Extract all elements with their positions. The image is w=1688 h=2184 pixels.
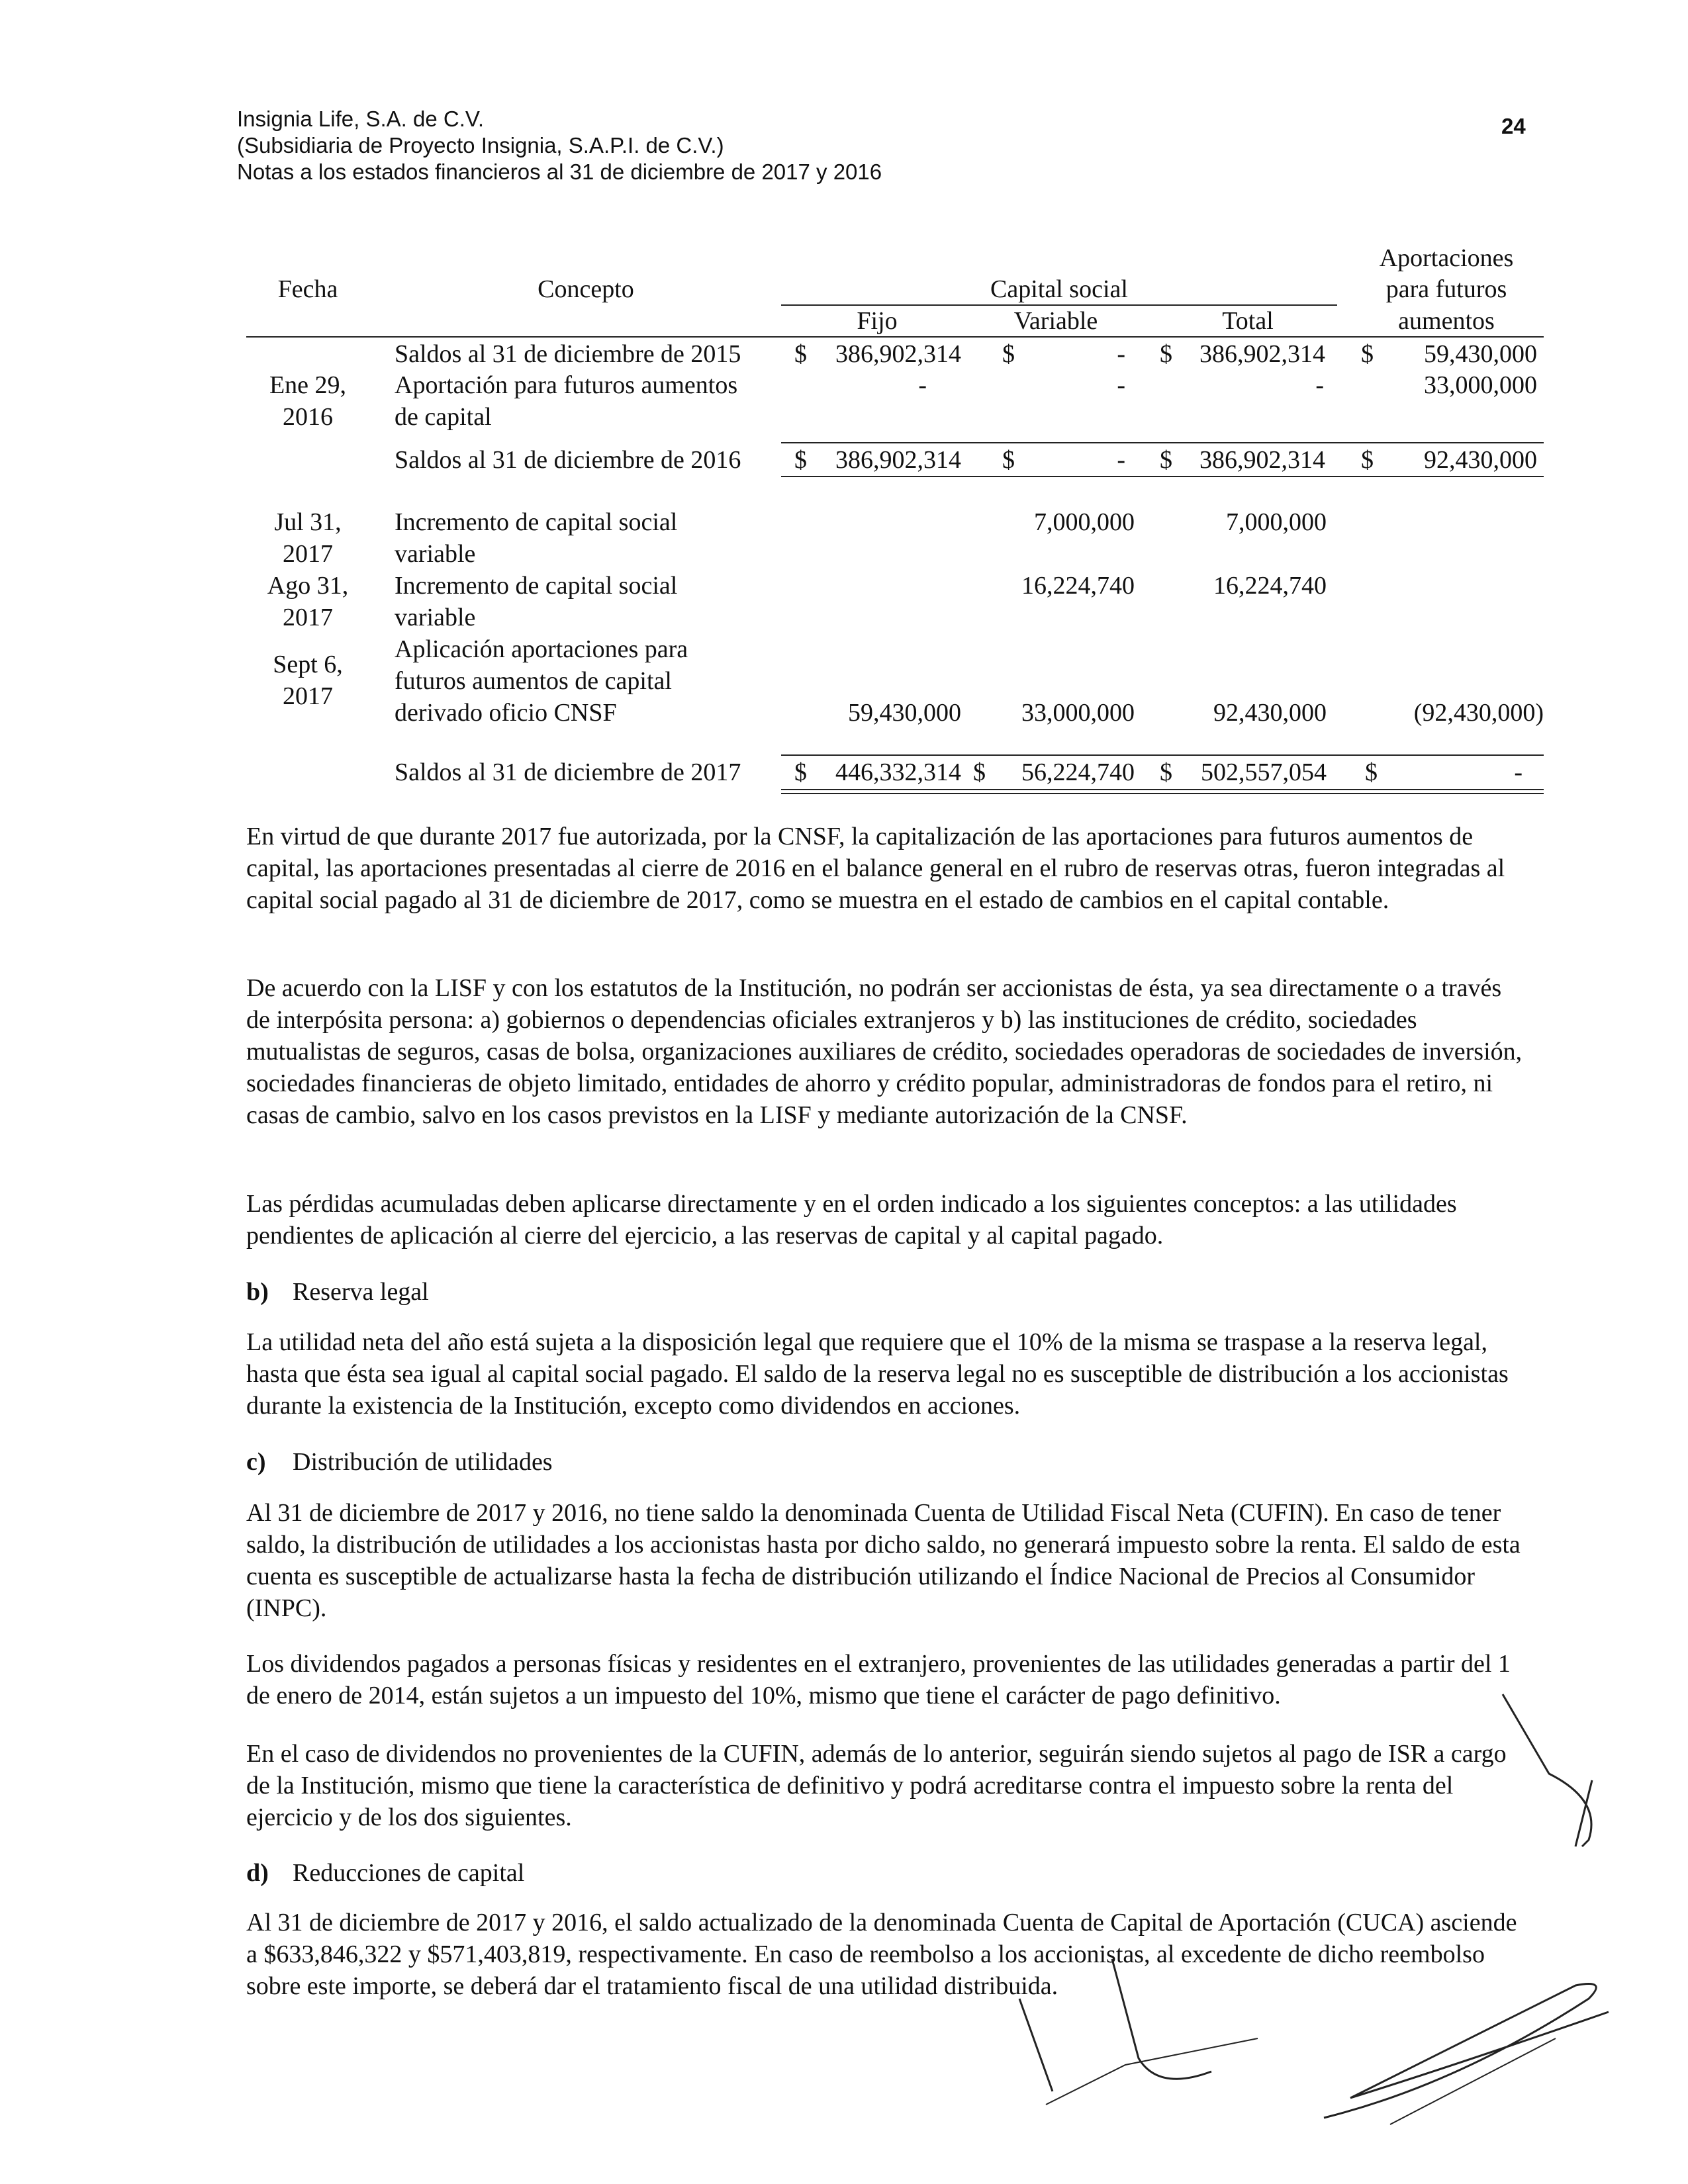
row-concepto: futuros aumentos de capital	[395, 667, 672, 695]
row-variable: 7,000,000	[1034, 508, 1135, 536]
row-variable: 16,224,740	[1021, 572, 1135, 600]
currency-symbol: $	[1002, 446, 1015, 474]
row-variable: -	[1117, 340, 1125, 368]
paragraph-cufin: Al 31 de diciembre de 2017 y 2016, no tiene saldo la denominada Cuenta de Utilidad Fiscal Neta (CUFIN). En caso de tener saldo, la distribución de utilidades a los accionistas hasta por dicho saldo, no generará impuesto sobre la renta. El saldo de esta cuenta es susceptible de actualizarse hasta la fecha de distribución utilizando el Índice Nacional de Precios al Consumidor (INPC).	[246, 1499, 1521, 1622]
currency-symbol: $	[794, 340, 807, 368]
row-concepto: de capital	[395, 403, 492, 431]
col-header-variable: Variable	[1013, 307, 1098, 335]
section-title: Reducciones de capital	[293, 1859, 525, 1887]
paragraph-perdidas: Las pérdidas acumuladas deben aplicarse directamente y en el orden indicado a los siguientes conceptos: a las utilidades pendientes de aplicación al cierre del ejercicio, a las reservas de capital y al capital pagado.	[246, 1190, 1457, 1250]
row-variable: -	[1117, 446, 1125, 474]
row-fecha: Ago 31,	[267, 572, 349, 600]
paragraph-capitalizacion: En virtud de que durante 2017 fue autorizada, por la CNSF, la capitalización de las aportaciones para futuros aumentos de capital, las aportaciones presentadas al cierre de 2016 en el balance general en el rubro de reservas otras, fueron integradas al capital social pagado al 31 de diciembre de 2017, como se muestra en el estado de cambios en el capital contable.	[246, 823, 1505, 914]
row-fecha: 2017	[283, 540, 333, 568]
row-concepto: Aportación para futuros aumentos	[395, 371, 738, 399]
col-header-capital-social: Capital social	[990, 275, 1128, 303]
row-concepto: Saldos al 31 de diciembre de 2016	[395, 446, 741, 474]
col-header-aportaciones-1: Aportaciones	[1379, 244, 1514, 272]
section-title: Reserva legal	[293, 1278, 429, 1306]
section-letter: b)	[246, 1278, 269, 1306]
col-header-fecha: Fecha	[277, 275, 338, 303]
currency-symbol: $	[794, 446, 807, 474]
row-total: 386,902,314	[1199, 340, 1325, 368]
currency-symbol: $	[1160, 446, 1172, 474]
row-fecha: Sept 6,	[273, 651, 343, 678]
col-header-concepto: Concepto	[538, 275, 634, 303]
col-header-aportaciones-2: para futuros	[1385, 275, 1507, 303]
subsidiary-line: (Subsidiaria de Proyecto Insignia, S.A.P.I. de C.V.)	[237, 133, 724, 158]
currency-symbol: $	[973, 758, 986, 786]
row-fijo: 59,430,000	[848, 699, 961, 727]
row-aportaciones: 59,430,000	[1424, 340, 1537, 368]
row-fecha: 2017	[283, 682, 333, 710]
row-fijo: 386,902,314	[835, 446, 961, 474]
col-header-total: Total	[1222, 307, 1274, 335]
company-name: Insignia Life, S.A. de C.V.	[237, 107, 485, 131]
row-total: 16,224,740	[1213, 572, 1327, 600]
row-fijo: 386,902,314	[835, 340, 961, 368]
row-aportaciones: -	[1514, 758, 1523, 786]
currency-symbol: $	[1160, 340, 1172, 368]
row-variable: 56,224,740	[1021, 758, 1135, 786]
currency-symbol: $	[1361, 446, 1374, 474]
paragraph-isr: En el caso de dividendos no provenientes de la CUFIN, además de lo anterior, seguirán siendo sujetos al pago de ISR a cargo de la Institución, mismo que tiene la característica de definitivo y podrá acreditarse contra el impuesto sobre la renta del ejercicio y de los dos siguientes.	[246, 1740, 1507, 1831]
currency-symbol: $	[794, 758, 807, 786]
row-total: -	[1315, 371, 1324, 399]
currency-symbol: $	[1160, 758, 1172, 786]
row-total: 92,430,000	[1213, 699, 1327, 727]
row-fijo: -	[918, 371, 927, 399]
row-aportaciones: 92,430,000	[1424, 446, 1537, 474]
paragraph-cuca: Al 31 de diciembre de 2017 y 2016, el saldo actualizado de la denominada Cuenta de Capital de Aportación (CUCA) asciende a $633,846,322 y $571,403,819, respectivamente. En caso de reembolso a los accionistas, al excedente de dicho reembolso sobre este importe, se deberá dar el tratamiento fiscal de una utilidad distribuida.	[246, 1909, 1517, 2000]
paragraph-accionistas: De acuerdo con la LISF y con los estatutos de la Institución, no podrán ser accionistas de ésta, ya sea directamente o a través de interpósita persona: a) gobiernos o dependencias oficiales extranjeros y b) las instituciones de crédito, sociedades mutualistas de seguros, casas de bolsa, organizaciones auxiliares de crédito, sociedades operadoras de sociedades de inversión, sociedades financieras de objeto limitado, entidades de ahorro y crédito popular, administradoras de fondos para el retiro, ni casas de cambio, salvo en los casos previstos en la LISF y mediante autorización de la CNSF.	[246, 974, 1523, 1129]
notes-title: Notas a los estados financieros al 31 de diciembre de 2017 y 2016	[237, 159, 882, 184]
row-fecha: 2017	[283, 604, 333, 631]
currency-symbol: $	[1365, 758, 1378, 786]
currency-symbol: $	[1002, 340, 1015, 368]
row-concepto: variable	[395, 540, 476, 568]
paragraph-dividendos: Los dividendos pagados a personas físicas y residentes en el extranjero, provenientes de las utilidades generadas a partir del 1 de enero de 2014, están sujetos a un impuesto del 10%, mismo que tiene el carácter de pago definitivo.	[246, 1650, 1511, 1709]
row-fecha: 2016	[283, 403, 333, 431]
section-letter: c)	[246, 1448, 266, 1476]
row-fecha: Ene 29,	[269, 371, 347, 399]
row-total: 7,000,000	[1226, 508, 1327, 536]
row-concepto: Aplicación aportaciones para	[395, 635, 688, 663]
row-fijo: 446,332,314	[835, 758, 961, 786]
row-concepto: variable	[395, 604, 476, 631]
row-concepto: derivado oficio CNSF	[395, 699, 617, 727]
row-variable: -	[1117, 371, 1125, 399]
section-letter: d)	[246, 1859, 269, 1887]
currency-symbol: $	[1361, 340, 1374, 368]
row-variable: 33,000,000	[1021, 699, 1135, 727]
page-number: 24	[1501, 114, 1526, 138]
row-total: 502,557,054	[1201, 758, 1327, 786]
row-concepto: Incremento de capital social	[395, 508, 678, 536]
row-aportaciones: 33,000,000	[1424, 371, 1537, 399]
col-header-aportaciones-3: aumentos	[1398, 307, 1495, 335]
row-fecha: Jul 31,	[274, 508, 342, 536]
col-header-fijo: Fijo	[857, 307, 898, 335]
row-concepto: Incremento de capital social	[395, 572, 678, 600]
row-total: 386,902,314	[1199, 446, 1325, 474]
row-concepto: Saldos al 31 de diciembre de 2015	[395, 340, 741, 368]
row-concepto: Saldos al 31 de diciembre de 2017	[395, 758, 741, 786]
section-title: Distribución de utilidades	[293, 1448, 553, 1476]
row-aportaciones: (92,430,000)	[1413, 699, 1544, 727]
paragraph-reserva-legal: La utilidad neta del año está sujeta a la disposición legal que requiere que el 10% de la misma se traspase a la reserva legal, hasta que ésta sea igual al capital social pagado. El saldo de la reserva legal no es susceptible de distribución a los accionistas durante la existencia de la Institución, excepto como dividendos en acciones.	[246, 1328, 1509, 1420]
